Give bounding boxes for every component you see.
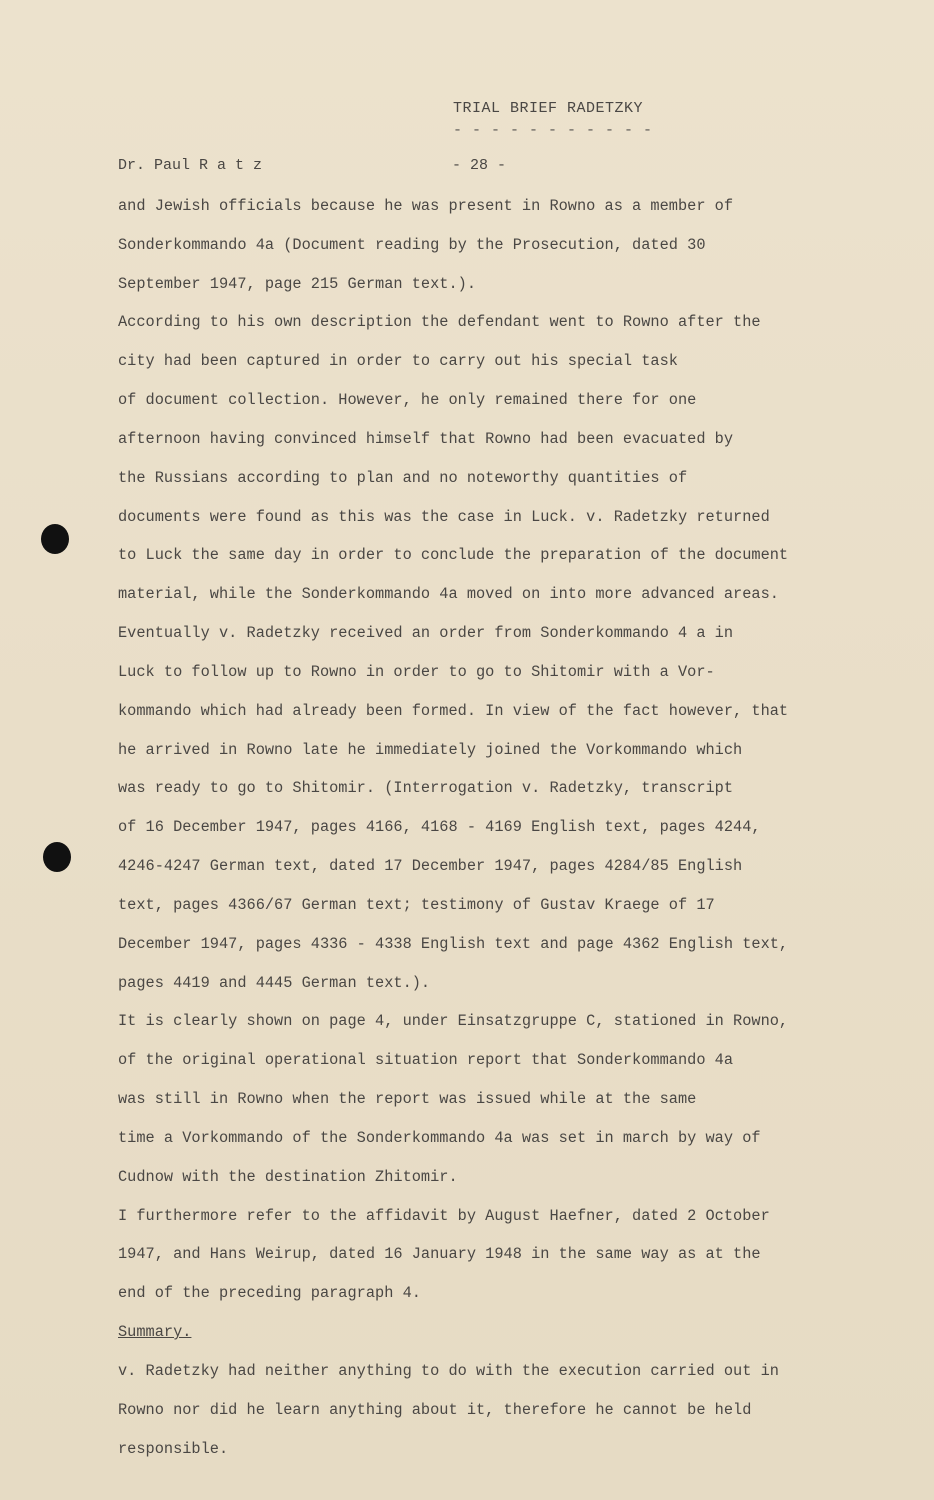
- text-line: Sonderkommando 4a (Document reading by the Prosecution, dated 30: [118, 235, 706, 254]
- summary-line: responsible.: [118, 1439, 229, 1458]
- text-line: material, while the Sonderkommando 4a moved on into more advanced areas.: [118, 585, 779, 604]
- punch-hole: [41, 524, 69, 554]
- text-line: city had been captured in order to carry out his special task: [118, 352, 678, 371]
- author-name: Dr. Paul R a t z: [118, 157, 263, 174]
- text-line: According to his own description the defendant went to Rowno after the: [118, 313, 761, 332]
- text-line: 4246-4247 German text, dated 17 December 1947, pages 4284/85 English: [118, 857, 743, 876]
- text-line: kommando which had already been formed. In view of the fact however, that: [118, 701, 789, 720]
- text-line: and Jewish officials because he was present in Rowno as a member of: [118, 197, 734, 215]
- text-line: I furthermore refer to the affidavit by August Haefner, dated 2 October: [118, 1206, 770, 1225]
- text-line: Cudnow with the destination Zhitomir.: [118, 1167, 458, 1186]
- summary-line: Rowno nor did he learn anything about it, therefore he cannot be held: [118, 1400, 752, 1419]
- text-line: of document collection. However, he only remained there for one: [118, 391, 697, 410]
- punch-hole: [43, 842, 71, 872]
- summary-line: v. Radetzky had neither anything to do with the execution carried out in: [118, 1361, 779, 1380]
- text-line: he arrived in Rowno late he immediately joined the Vorkommando which: [118, 740, 743, 759]
- page-number: - 28 -: [452, 157, 507, 174]
- body-text: [118, 196, 828, 1477]
- summary-heading: Summary.: [118, 1323, 192, 1342]
- text-line: September 1947, page 215 German text.).: [118, 274, 477, 293]
- text-line: 1947, and Hans Weirup, dated 16 January 1948 in the same way as at the: [118, 1245, 761, 1264]
- text-line: Eventually v. Radetzky received an order from Sonderkommando 4 a in: [118, 624, 734, 643]
- text-line: December 1947, pages 4336 - 4338 English text and page 4362 English text,: [118, 934, 789, 953]
- text-line: Luck to follow up to Rowno in order to go to Shitomir with a Vor-: [118, 662, 715, 681]
- text-line: to Luck the same day in order to conclude the preparation of the document: [118, 546, 789, 565]
- text-line: end of the preceding paragraph 4.: [118, 1284, 421, 1303]
- text-line: text, pages 4366/67 German text; testimony of Gustav Kraege of 17: [118, 895, 715, 914]
- title-underline: - - - - - - - - - - -: [453, 122, 653, 139]
- text-line: was ready to go to Shitomir. (Interrogation v. Radetzky, transcript: [118, 779, 734, 798]
- text-line: of the original operational situation report that Sonderkommando 4a: [118, 1051, 734, 1070]
- text-line: was still in Rowno when the report was issued while at the same: [118, 1090, 697, 1109]
- text-line: It is clearly shown on page 4, under Einsatzgruppe C, stationed in Rowno,: [118, 1012, 789, 1031]
- text-line: documents were found as this was the case in Luck. v. Radetzky returned: [118, 507, 770, 526]
- text-line: pages 4419 and 4445 German text.).: [118, 973, 431, 992]
- text-line: the Russians according to plan and no noteworthy quantities of: [118, 468, 688, 487]
- document-title: TRIAL BRIEF RADETZKY: [453, 100, 644, 117]
- text-line: of 16 December 1947, pages 4166, 4168 - 4169 English text, pages 4244,: [118, 818, 761, 837]
- text-line: afternoon having convinced himself that Rowno had been evacuated by: [118, 429, 734, 448]
- text-line: time a Vorkommando of the Sonderkommando 4a was set in march by way of: [118, 1128, 761, 1147]
